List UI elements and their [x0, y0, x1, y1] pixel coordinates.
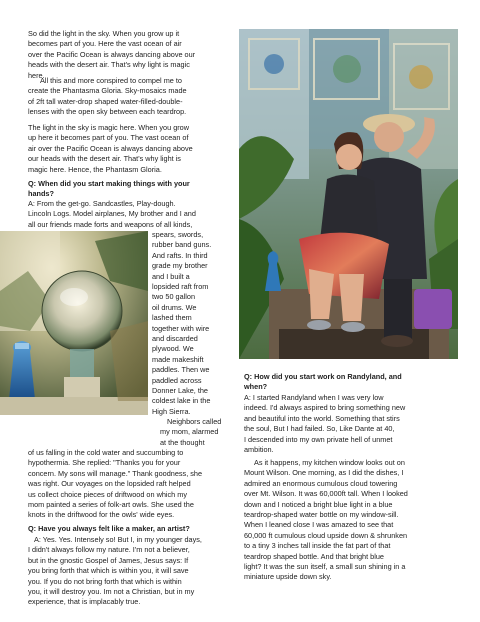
text-line: When I leaned close I was amazed to see that	[244, 520, 394, 530]
text-line: mom painted a series of folk-art owls. She used the	[28, 500, 194, 509]
text-line: lashed them	[152, 313, 192, 323]
text-line: over Mt. Wilson. It was 60,000ft tall. When I looked	[244, 489, 408, 499]
text-line: made makeshift	[152, 354, 204, 364]
text-line: All this and more conspired to compel me to	[40, 76, 182, 85]
text-line: concern. My sons will manage." Thank goodness, she	[28, 468, 203, 478]
text-line: the soul, But I had failed. So, Like Dante at 40,	[244, 424, 395, 434]
text-line: our heads with the desert air. That's why light is	[28, 154, 181, 164]
text-line: at the thought	[160, 437, 205, 447]
text-line: Donner Lake, the	[152, 386, 208, 395]
text-line: Lincoln Logs. Model airplanes, My brother and I and	[28, 209, 196, 219]
couple-photo	[239, 29, 458, 359]
question-line: hands?	[28, 189, 54, 199]
text-line: spears, swords,	[152, 230, 204, 239]
question-line: Q: How did you start work on Randyland, and	[244, 372, 402, 381]
text-line: paddled across	[152, 375, 202, 385]
text-line: plywood. We	[152, 344, 194, 354]
text-line: I descended into my own private hell of unmet	[244, 434, 393, 444]
text-line: A: I started Randyland when I was very low	[244, 393, 384, 402]
text-line: was right. Our voyages on the lopsided raft helped	[28, 479, 191, 489]
text-line: together with wire	[152, 323, 210, 333]
text-line: and I built a	[152, 271, 190, 281]
question-line: Q: Have you always felt like a maker, an artist?	[28, 524, 190, 533]
text-line: to a tiny 3 inches tall inside the fat part of that	[244, 541, 391, 551]
text-line: up here it becomes part of you. The vast ocean of	[28, 133, 189, 143]
text-line: Mount Wilson. One morning, as I did the dishes, I	[244, 468, 404, 478]
text-line: admired an enormous cumulous cloud towering	[244, 478, 398, 488]
text-line: you, it will destroy you. Im not a Christian, but in my	[28, 587, 195, 596]
text-line: and discarded	[152, 334, 198, 343]
text-line: and beautiful into the world. Something that stirs	[244, 413, 400, 423]
question-line: Q: When did you start making things with your	[28, 179, 190, 188]
text-line: hypothermia. She replied: "Thanks you for your	[28, 458, 181, 468]
text-line: teardrop-shaped water bottle on my window-sill.	[244, 510, 399, 519]
text-line: So did the light in the sky. When you grow up it	[28, 29, 180, 38]
glass-sculpture-photo	[0, 231, 148, 415]
text-line: all our friends made forts and weapons of all kinds,	[28, 219, 193, 229]
text-line: grade my brother	[152, 261, 208, 271]
text-line: two 50 gallon	[152, 292, 196, 302]
text-line: heads with the desert air. That's why light is magic	[28, 60, 190, 70]
text-line: over the Pacific Ocean is always dancing above our	[28, 49, 196, 59]
text-line: And rafts. In third	[152, 250, 208, 260]
text-line: experience, that is implacably true.	[28, 597, 141, 607]
text-line: becomes part of you. Here the vast ocean of air	[28, 39, 182, 49]
text-line: I didn't always follow my nature. I'm not a believer,	[28, 545, 190, 555]
text-line: oil drums. We	[152, 302, 197, 312]
text-line: us collect choice pieces of driftwood on which my	[28, 489, 187, 499]
text-line: here.	[28, 70, 45, 80]
text-line: teardrop shaped bottle. And that bright blue	[244, 551, 384, 561]
text-line: create the Phantasma Gloria. Sky-mosaics made	[28, 86, 187, 96]
text-line: ambition.	[244, 445, 274, 454]
text-line: Neighbors called	[167, 417, 222, 426]
text-line: magic here. Hence, the Phantasm Gloria.	[28, 164, 162, 174]
text-line: A: From the get-go. Sandcastles, Play-dough.	[28, 199, 176, 208]
text-line: lenses with the open sky between each teardrop.	[28, 107, 187, 117]
text-line: you bring forth that which is within you, it will save	[28, 566, 189, 576]
question-line: when?	[244, 382, 268, 392]
text-line: paddles. Then we	[152, 365, 210, 375]
text-line: High Sierra.	[152, 406, 191, 416]
text-line: coldest lake in the	[152, 396, 211, 406]
text-line: indeed. I'd always aspired to bring something new	[244, 403, 406, 413]
text-line: down and I noticed a bright blue light in a blue	[244, 499, 393, 509]
text-line: light? It was the sun itself, a small sun shining in a	[244, 562, 406, 571]
text-line: air over the Pacific Ocean is always dancing above	[28, 143, 193, 153]
text-line: my mom, alarmed	[160, 427, 219, 437]
text-line: lopsided raft from	[152, 282, 209, 291]
text-line: you. If you do not bring forth that which is within	[28, 576, 182, 586]
text-line: A: Yes. Yes. Intensely so! But I, in my younger days,	[34, 535, 202, 544]
text-line: of us falling in the cold water and succumbing to	[28, 448, 184, 457]
text-line: As it happens, my kitchen window looks out on	[254, 458, 405, 467]
text-line: of 2ft tall water-drop shaped water-filled-double-	[28, 96, 183, 106]
text-line: rubber band guns.	[152, 240, 212, 250]
text-line: miniature upside down sky.	[244, 572, 332, 582]
text-line: The light in the sky is magic here. When you grow	[28, 123, 190, 132]
text-line: 60,000 ft cumulous cloud upside down & shrunken	[244, 530, 408, 540]
text-line: but in the gnostic Gospel of James, Jesus says: If	[28, 555, 189, 565]
text-line: knots in the driftwood for the owls' wide eyes.	[28, 510, 175, 520]
